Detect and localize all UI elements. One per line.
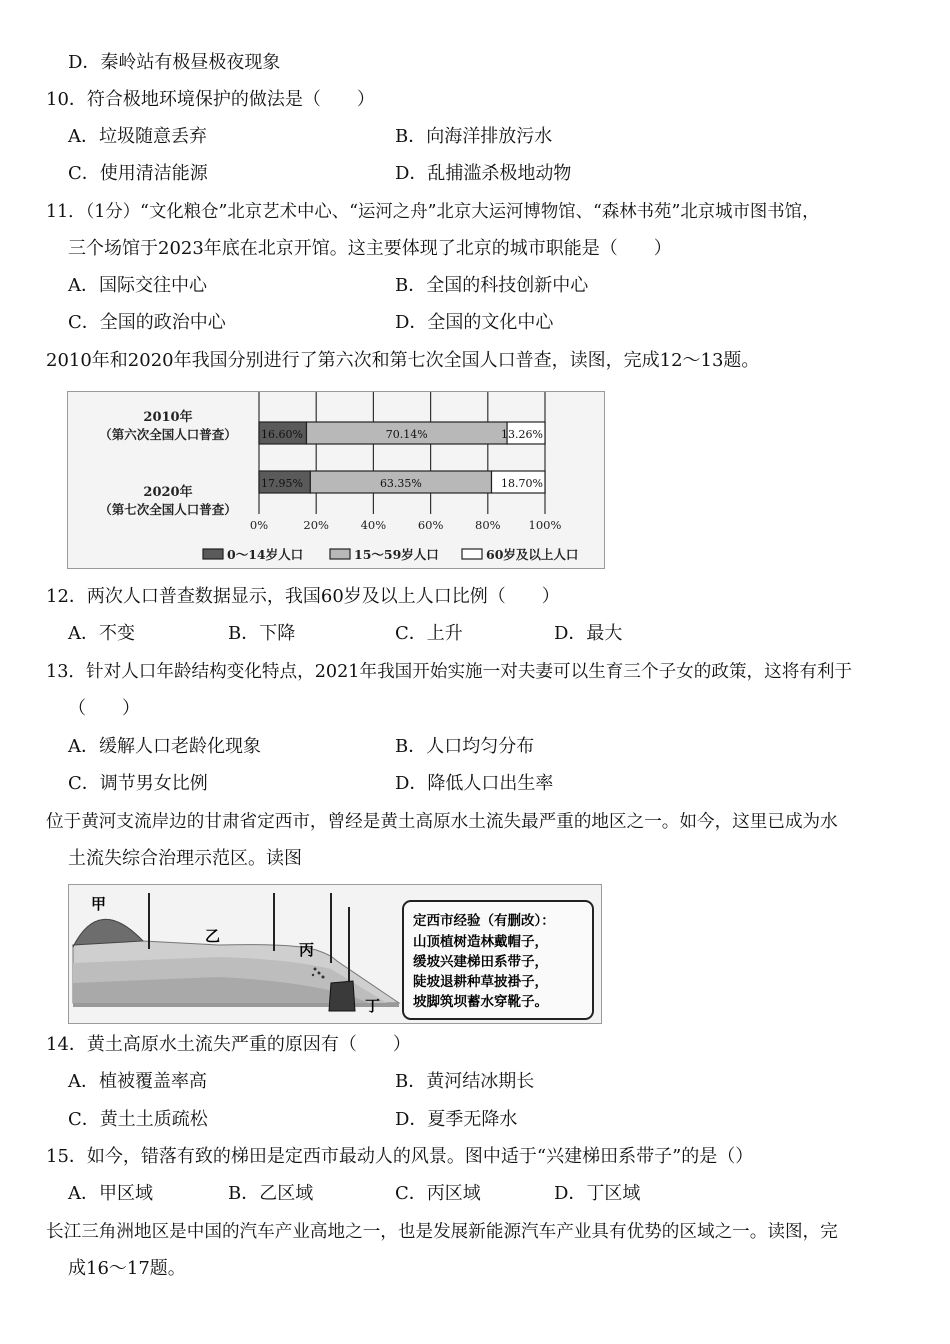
q14-option-b: B．黄河结冰期长 [395,1071,535,1092]
q14-option-c: C．黄土土质疏松 [68,1109,208,1130]
q11-stem-line1: 11．（1分）“文化粮仓”北京艺术中心、“运河之舟”北京大运河博物馆、“森林书苑”北京城市图书馆， [46,202,820,222]
legend-label: 0～14岁人口 [227,547,304,562]
q15-option-c: C．丙区域 [395,1183,481,1204]
q12-option-d: D．最大 [554,623,623,644]
chart-data-label: 16.60% [261,428,303,441]
q9-option-d: D．秦岭站有极昼极夜现象 [68,52,281,73]
experience-line-2: 缓坡兴建梯田系带子， [413,954,548,970]
chart-data-label: 17.95% [261,477,303,490]
q10-stem: 10．符合极地环境保护的做法是（ ） [46,89,375,110]
intro-16-17-line1: 长江三角洲地区是中国的汽车产业高地之一，也是发展新能源汽车产业具有优势的区域之一。读图，完 [46,1222,838,1242]
experience-box-title: 定西市经验（有删改）： [413,913,555,929]
q14-option-d: D．夏季无降水 [395,1109,518,1130]
legend-swatch [462,549,482,559]
q10-option-a: A．垃圾随意丢弃 [68,126,207,147]
chart-category-year: 2020年 [143,485,193,500]
intro-14-15-line1: 位于黄河支流岸边的甘肃省定西市，曾经是黄土高原水土流失最严重的地区之一。如今，这里已成为水 [46,812,838,832]
q13-stem-line1: 13．针对人口年龄结构变化特点，2021年我国开始实施一对夫妻可以生育三个子女的政策，这将有利于 [46,662,853,682]
chart-tick-label: 40% [360,518,387,532]
chart-data-label: 18.70% [501,477,543,490]
q12-stem: 12．两次人口普查数据显示，我国60岁及以上人口比例（ ） [46,586,560,607]
legend-label: 15～59岁人口 [354,547,439,562]
q13-option-d: D．降低人口出生率 [395,773,554,794]
q15-stem: 15．如今，错落有致的梯田是定西市最动人的风景。图中适于“兴建梯田系带子”的是（） [46,1146,754,1167]
experience-line-4: 坡脚筑坝蓄水穿靴子。 [413,994,548,1010]
chart-tick-label: 80% [475,518,501,532]
q11-option-a: A．国际交往中心 [68,275,207,296]
terrain-illustration [69,885,601,1023]
q13-stem-line2: （ ） [68,698,140,719]
chart-tick-label: 0% [249,518,269,532]
legend-swatch [330,549,350,559]
chart-category-note: （第六次全国人口普查） [99,427,237,442]
population-chart [68,392,604,568]
q13-option-c: C．调节男女比例 [68,773,208,794]
experience-line-1: 山顶植树造林戴帽子， [413,934,548,950]
chart-data-label: 13.26% [501,428,543,441]
region-yi-label: 乙 [205,927,221,945]
q10-option-b: B．向海洋排放污水 [395,126,553,147]
q10-option-d: D．乱捕滥杀极地动物 [395,163,572,184]
q10-option-c: C．使用清洁能源 [68,163,208,184]
intro-16-17-line2: 成16～17题。 [68,1258,186,1279]
q12-option-b: B．下降 [228,623,296,644]
q14-option-a: A．植被覆盖率高 [68,1071,207,1092]
q15-option-b: B．乙区域 [228,1183,314,1204]
q12-option-a: A．不变 [68,623,135,644]
chart-data-label: 70.14% [385,428,428,441]
dam-shape [329,981,355,1011]
q11-stem-line2: 三个场馆于2023年底在北京开馆。这主要体现了北京的城市职能是（ ） [68,238,672,259]
terrain-figure [68,884,602,1024]
chart-category-note: （第七次全国人口普查） [99,502,237,517]
q12-option-c: C．上升 [395,623,463,644]
q15-option-a: A．甲区域 [68,1183,153,1204]
intro-12-13: 2010年和2020年我国分别进行了第六次和第七次全国人口普查，读图，完成12～13题。 [46,350,760,371]
legend-label: 60岁及以上人口 [486,547,579,562]
q11-option-b: B．全国的科技创新中心 [395,275,589,296]
q13-option-b: B．人口均匀分布 [395,736,535,757]
legend-swatch [203,549,223,559]
q15-option-d: D．丁区域 [554,1183,641,1204]
chart-category-year: 2010年 [143,410,193,425]
intro-14-15-line2: 土流失综合治理示范区。读图 [68,848,302,869]
region-jia-label: 甲 [91,895,107,913]
region-bing-label: 丙 [299,941,315,959]
chart-tick-label: 60% [417,518,444,532]
region-ding-label: 丁 [365,997,381,1015]
chart-data-label: 63.35% [379,477,422,490]
q11-option-c: C．全国的政治中心 [68,312,226,333]
chart-tick-label: 20% [303,518,329,532]
experience-line-3: 陡坡退耕种草披褂子， [413,974,548,990]
q14-stem: 14．黄土高原水土流失严重的原因有（ ） [46,1034,411,1055]
population-chart-figure [67,391,605,569]
q13-option-a: A．缓解人口老龄化现象 [68,736,261,757]
chart-tick-label: 100% [528,518,562,532]
q11-option-d: D．全国的文化中心 [395,312,554,333]
